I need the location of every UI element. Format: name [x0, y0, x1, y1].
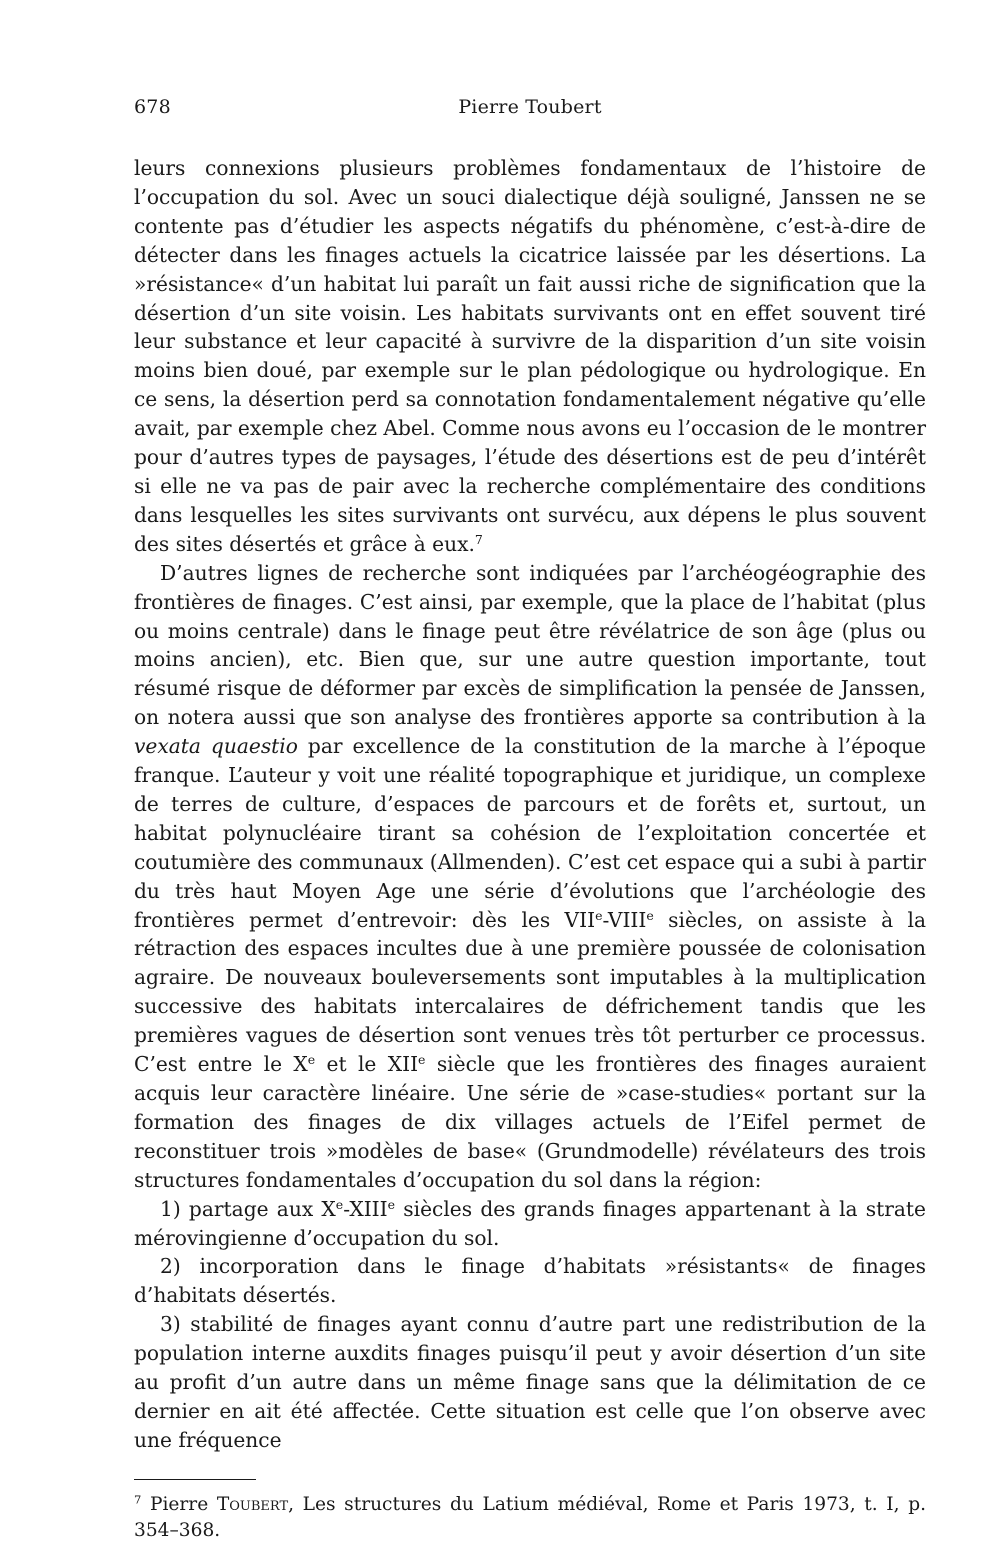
superscript: e	[335, 1196, 344, 1212]
body-text	[134, 154, 926, 1455]
superscript: e	[307, 1052, 316, 1068]
superscript: e	[646, 907, 654, 923]
footnote	[134, 1492, 926, 1544]
text-run: siècles, on assiste à la rétraction des espaces incultes due à une première poussée de colonisation agraire. De nouveaux bouleversements sont imputables à la multiplication successive des habitats intercalaires de défrichement tandis que les premières vagues de désertion sont venues très tôt perturber ce processus. C’est entre le X	[134, 907, 926, 1077]
text-run: 1) partage aux X	[160, 1196, 336, 1221]
superscript: 7	[134, 1492, 142, 1507]
text-run: -XIII	[343, 1196, 388, 1221]
page-number: 678	[134, 96, 171, 118]
text-run: D’autres lignes de recherche sont indiquées par l’archéogéographie des frontières de finages. C’est ainsi, par exemple, que la place de l’habitat (plus ou moins centrale) dans le finage peut être révélatrice de son âge (plus ou moins ancien), etc. Bien que, sur une autre question importante, tout résumé risque de déformer par excès de simplification la pensée de Janssen, on notera aussi que son analyse des frontières apporte sa contribution à la	[134, 560, 926, 730]
paragraph	[134, 559, 926, 1195]
text-run: 2) incorporation dans le finage d’habitats »résistants« de finages d’habitats désertés.	[134, 1254, 926, 1308]
footnote-separator	[134, 1479, 256, 1480]
paragraph	[134, 1310, 926, 1455]
superscript: e	[595, 907, 603, 923]
superscript: e	[387, 1196, 396, 1212]
text-run: , Les structures du Latium médiéval, Rome et Paris 1973, t. I, p. 354–368.	[134, 1493, 927, 1541]
page-header	[134, 96, 926, 128]
paragraph	[134, 1252, 926, 1310]
document-page	[134, 96, 926, 1544]
superscript: 7	[474, 531, 483, 547]
text-run: et le XII	[315, 1052, 419, 1077]
italic-phrase: vexata quaestio	[134, 734, 298, 759]
text-run: -VIII	[602, 907, 647, 932]
text-run: 3) stabilité de finages ayant connu d’autre part une redistribution de la population interne auxdits finages puisqu’il peut y avoir désertion d’un site au profit d’un autre dans un même finage sans que la délimitation de ce dernier en ait été affectée. Cette situation est celle que l’on observe avec une fréquence	[134, 1312, 926, 1452]
superscript: e	[418, 1052, 426, 1068]
text-run: siècles des grands finages appartenant à la strate mérovingienne d’occupation du sol.	[134, 1196, 926, 1250]
text-run: Pierre	[141, 1493, 217, 1515]
author-surname: Toubert	[216, 1493, 289, 1515]
text-run: leurs connexions plusieurs problèmes fondamentaux de l’histoire de l’occupation du sol. Avec un souci dialectique déjà souligné, Janssen ne se contente pas d’étudier les aspects négatifs du phénomène, c’est-à-dire de détecter dans les finages actuels la cicatrice laissée par les désertions. La »résistance« d’un habitat lui paraît un fait aussi riche de signification que la désertion d’un site voisin. Les habitats survivants ont en effet souvent tiré leur substance et leur capacité à survivre de la disparition d’un site voisin moins bien doué, par exemple sur le plan pédologique ou hydrologique. En ce sens, la désertion perd sa connotation fondamentalement négative qu’elle avait, par exemple chez Abel. Comme nous avons eu l’occasion de le montrer pour d’autres types de paysages, l’étude des désertions est de peu d’intérêt si elle ne va pas de pair avec la recherche complémentaire des conditions dans lesquelles les sites survivants ont survécu, aux dépens le plus souvent des sites désertés et grâce à eux.	[134, 156, 926, 556]
paragraph	[134, 154, 926, 559]
paragraph	[134, 1195, 926, 1253]
text-run: siècle que les frontières des finages auraient acquis leur caractère linéaire. Une série de »case-studies« portant sur la formation des finages de dix villages actuels de l’Eifel permet de reconstituer trois »modèles de base« (Grundmodelle) révélateurs des trois structures fondamentales d’occupation du sol dans la région:	[134, 1052, 926, 1192]
text-run: par excellence de la constitution de la marche à l’époque franque. L’auteur y voit une réalité topographique et juridique, un complexe de terres de culture, d’espaces de parcours et de forêts et, surtout, un habitat polynucléaire tirant sa cohésion de l’exploitation concertée et coutumière des communaux (Allmenden). C’est cet espace qui a subi à partir du très haut Moyen Age une série d’évolutions que l’archéologie des frontières permet d’entrevoir: dès les VII	[134, 734, 926, 932]
running-head: Pierre Toubert	[458, 96, 602, 118]
